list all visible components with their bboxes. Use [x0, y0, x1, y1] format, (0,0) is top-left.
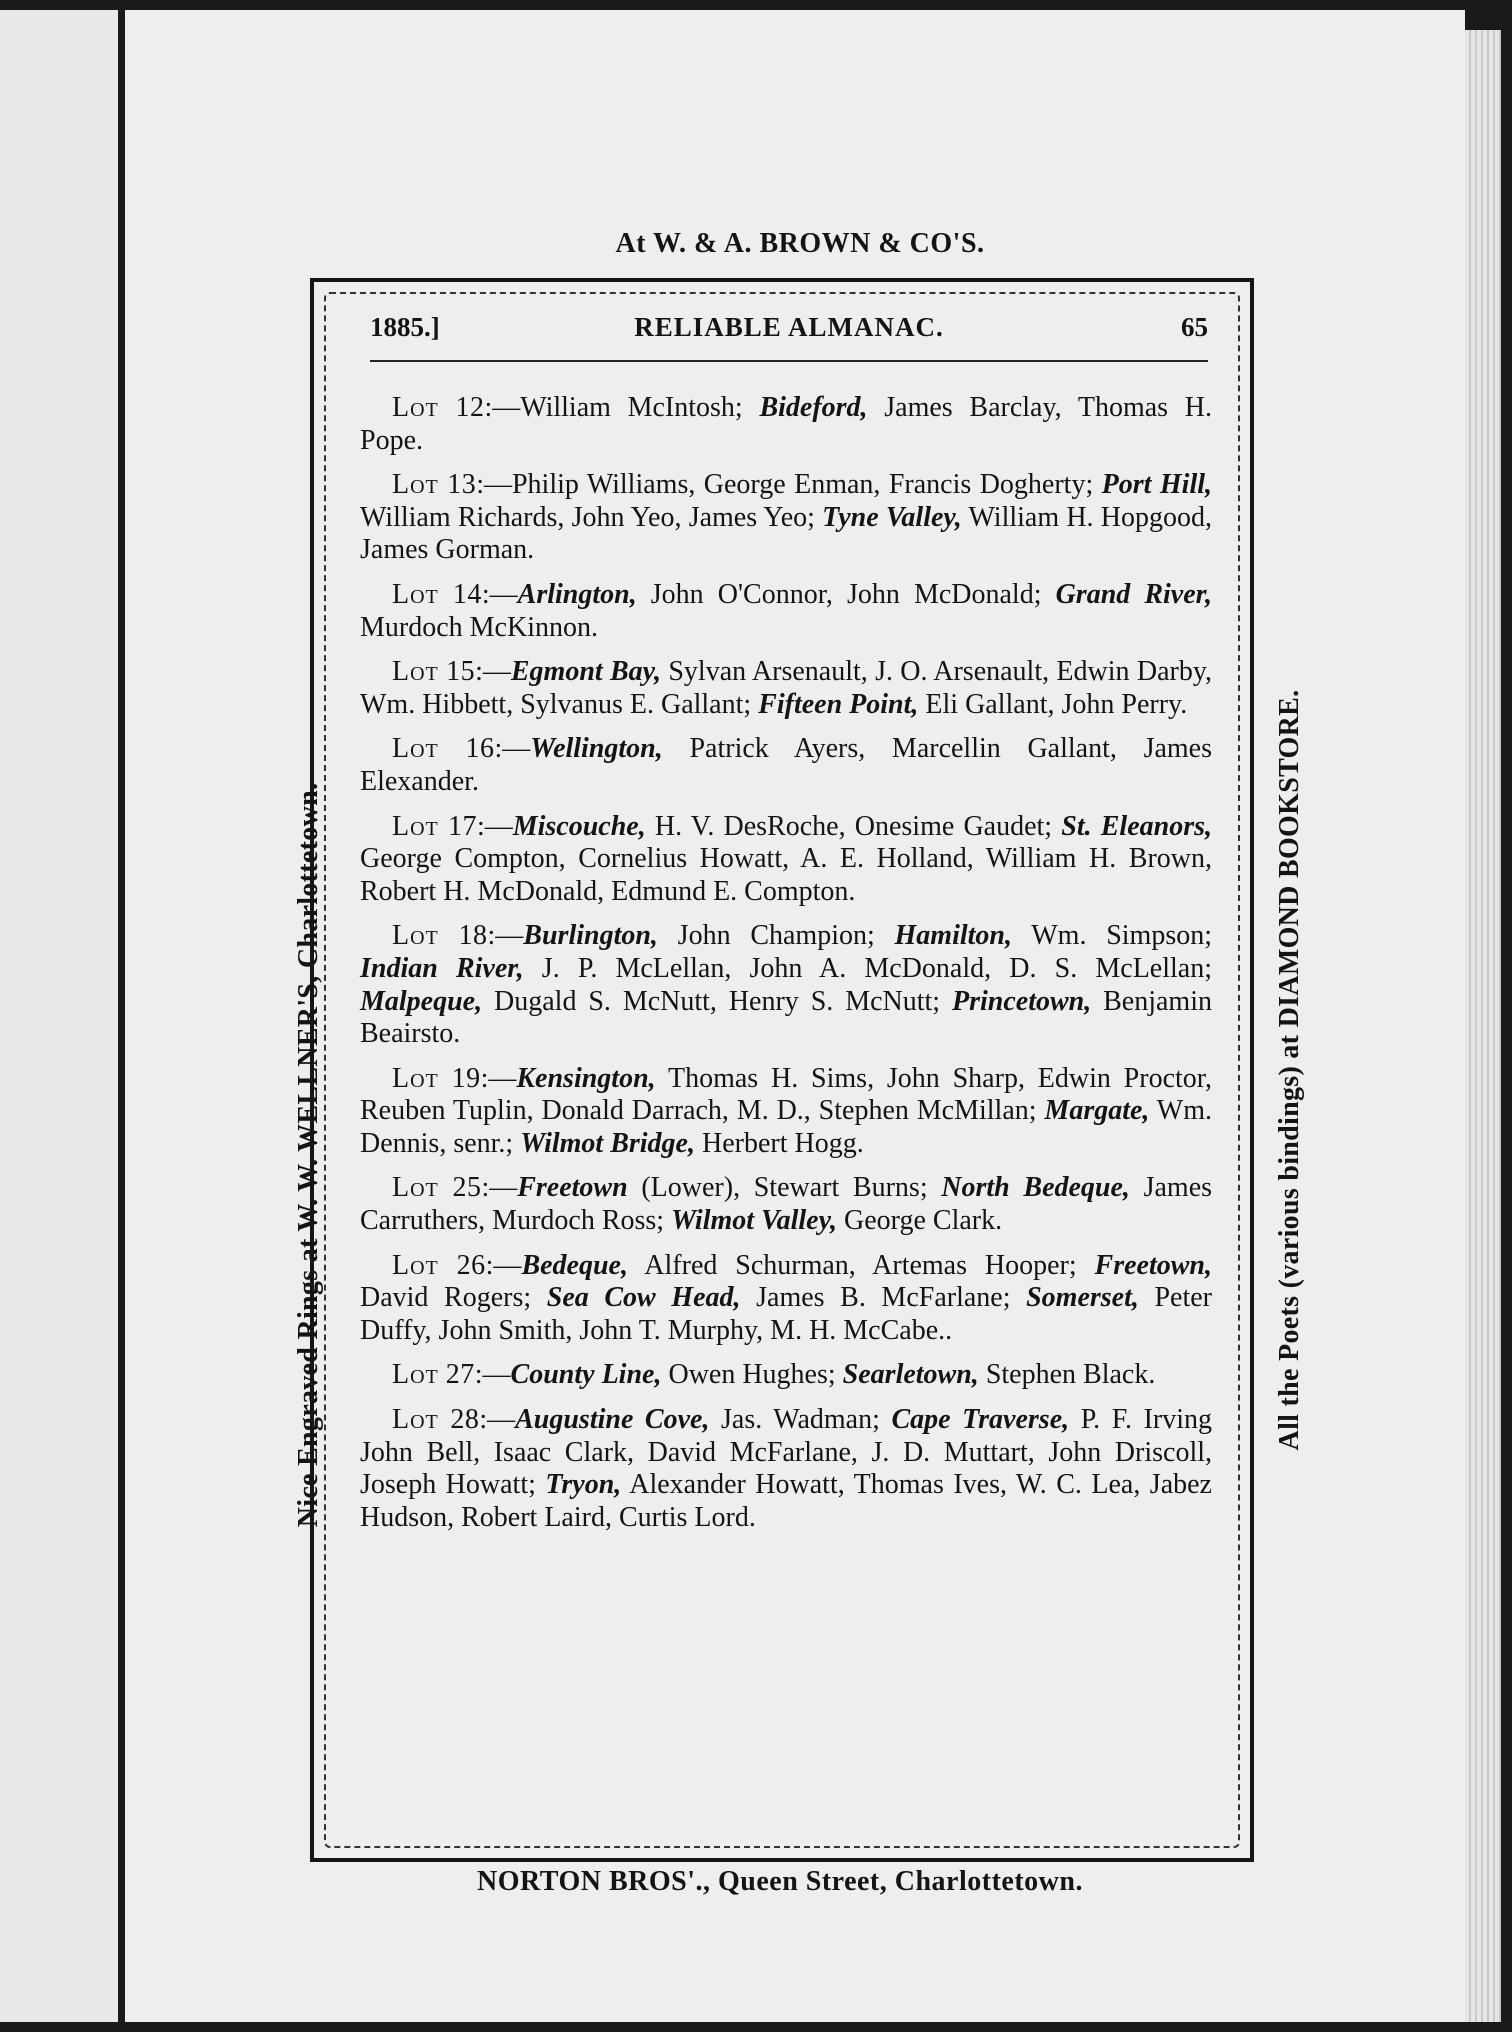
place-name: Kensington,: [516, 1062, 656, 1094]
resident-names: James B. McFarlane;: [740, 1282, 1027, 1314]
lot-number: 19: [451, 1062, 481, 1094]
place-name: Freetown,: [1094, 1249, 1213, 1281]
header-year: 1885.]: [370, 312, 440, 342]
lot-label: Lot: [392, 1404, 439, 1436]
place-name: Indian River,: [360, 952, 524, 984]
lot-label: Lot: [392, 1172, 439, 1204]
lot-number: 25: [452, 1172, 482, 1204]
resident-names: :—: [487, 920, 524, 952]
lot-label: Lot: [392, 1249, 439, 1281]
place-name: Wilmot Bridge,: [520, 1127, 695, 1159]
resident-names: George Clark.: [837, 1205, 1003, 1237]
lot-label: Lot: [392, 733, 439, 765]
resident-names: Herbert Hogg.: [694, 1127, 864, 1159]
lot-entry: [360, 1404, 1212, 1534]
lot-entry: [360, 579, 1212, 644]
lot-label: Lot: [392, 1062, 439, 1094]
resident-names: (Lower), Stewart Burns;: [627, 1172, 942, 1204]
resident-names: Eli Gallant, John Perry.: [918, 688, 1188, 720]
lot-label: Lot: [392, 810, 439, 842]
lot-number: 17: [447, 810, 477, 842]
resident-names: Dugald S. McNutt, Henry S. McNutt;: [482, 985, 952, 1017]
resident-names: J. P. McLellan, John A. McDonald, D. S. McLellan;: [523, 952, 1212, 984]
resident-names: George Compton, Cornelius Howatt, A. E. Holland, William H. Brown, Robert H. McDonald, Edmund E. Compton.: [360, 843, 1212, 907]
resident-names: :—: [485, 1249, 522, 1281]
resident-names: John Champion;: [657, 920, 895, 952]
previous-page-edge: [0, 10, 118, 2022]
resident-names: Murdoch McKinnon.: [360, 611, 598, 643]
page-stack-edge: [1465, 30, 1501, 2022]
resident-names: :—William McIntosh;: [484, 392, 760, 423]
place-name: Hamilton,: [894, 920, 1012, 952]
resident-names: James Carruthers, Murdoch Ross;: [360, 1172, 1213, 1237]
lot-label: Lot: [392, 392, 439, 423]
page-number: 65: [1181, 312, 1208, 342]
place-name: Freetown: [517, 1172, 628, 1204]
place-name: Bideford,: [759, 392, 868, 423]
lot-entry: [360, 392, 1212, 457]
lot-number: 12: [455, 392, 485, 423]
lot-label: Lot: [392, 1359, 439, 1391]
place-name: St. Eleanors,: [1061, 810, 1213, 842]
lot-entry: [360, 920, 1212, 1050]
resident-names: :—: [481, 1172, 518, 1204]
resident-names: :—: [479, 1404, 516, 1436]
lot-number: 13: [447, 469, 477, 501]
resident-names: Peter Duffy, John Smith, John T. Murphy, M. H. McCabe..: [360, 1282, 1213, 1346]
place-name: Arlington,: [517, 578, 637, 610]
place-name: Port Hill,: [1101, 469, 1212, 501]
place-name: Bedeque,: [521, 1249, 628, 1281]
resident-names: :—: [494, 733, 531, 765]
bottom-advertisement: NORTON BROS'., Queen Street, Charlottetown.: [477, 1866, 1083, 1897]
resident-names: :—: [474, 1359, 511, 1391]
lot-entry: [360, 656, 1212, 721]
lot-number: 28: [450, 1404, 480, 1436]
resident-names: :—: [481, 578, 518, 610]
lot-entry: [360, 1063, 1212, 1161]
place-name: Tyne Valley,: [822, 501, 962, 533]
resident-names: P. F. Irving John Bell, Isaac Clark, David McFarlane, J. D. Muttart, John Driscoll, Joseph Howatt;: [360, 1404, 1213, 1501]
resident-names: :—: [480, 1062, 517, 1094]
resident-names: Alfred Schurman, Artemas Hooper;: [627, 1249, 1095, 1281]
resident-names: Wm. Simpson;: [1012, 920, 1213, 952]
lot-entry: [360, 469, 1212, 567]
place-name: Burlington,: [523, 920, 658, 952]
place-name: Egmont Bay,: [510, 656, 662, 688]
resident-names: David Rogers;: [360, 1282, 547, 1314]
lot-number: 27: [445, 1359, 475, 1391]
place-name: Princetown,: [951, 985, 1092, 1017]
resident-names: Owen Hughes;: [661, 1359, 843, 1391]
page-header: [370, 306, 1208, 346]
top-advertisement: At W. & A. BROWN & CO'S.: [615, 228, 985, 259]
resident-names: Jas. Wadman;: [709, 1404, 892, 1436]
resident-names: Wm. Dennis, senr.;: [360, 1095, 1213, 1159]
resident-names: :—: [475, 656, 511, 688]
resident-names: :—: [476, 810, 513, 842]
left-side-advertisement-text: Nice Engraved Rings at W. W. WELLNER'S, Charlottetown.: [293, 782, 324, 1528]
resident-names: William H. Hopgood, James Gorman.: [360, 501, 1212, 566]
resident-names: Thomas H. Sims, John Sharp, Edwin Proctor, Reuben Tuplin, Donald Darrach, M. D., Stephen McMillan;: [360, 1062, 1212, 1127]
lot-number: 14: [452, 578, 482, 610]
header-rule: [370, 360, 1208, 362]
place-name: Augustine Cove,: [515, 1404, 710, 1436]
resident-names: James Barclay, Thomas H. Pope.: [360, 392, 1213, 456]
resident-names: William Richards, John Yeo, James Yeo;: [360, 501, 823, 533]
lot-label: Lot: [392, 656, 439, 688]
place-name: Wilmot Valley,: [671, 1205, 837, 1237]
lot-number: 18: [458, 920, 488, 952]
resident-names: Patrick Ayers, Marcellin Gallant, James Elexander.: [360, 733, 1213, 797]
place-name: Sea Cow Head,: [546, 1282, 741, 1314]
lot-label: Lot: [392, 469, 439, 501]
place-name: Somerset,: [1026, 1282, 1139, 1314]
lot-entry: [360, 1250, 1212, 1348]
place-name: Miscouche,: [512, 810, 646, 842]
lot-entry: [360, 1172, 1212, 1237]
place-name: North Bedeque,: [941, 1172, 1130, 1204]
resident-names: :—Philip Williams, George Enman, Francis Dogherty;: [476, 469, 1102, 501]
lot-label: Lot: [392, 920, 439, 952]
resident-names: Stephen Black.: [978, 1359, 1156, 1391]
place-name: Cape Traverse,: [891, 1404, 1070, 1436]
place-name: Margate,: [1044, 1095, 1150, 1127]
place-name: Tryon,: [545, 1469, 622, 1501]
ornamental-border-frame: [310, 278, 1254, 1862]
header-title: RELIABLE ALMANAC.: [634, 312, 944, 342]
place-name: County Line,: [510, 1359, 662, 1391]
right-side-advertisement-text: All the Poets (various bindings) at DIAMOND BOOKSTORE.: [1274, 689, 1305, 1451]
place-name: Grand River,: [1055, 578, 1213, 610]
lot-entry: [360, 811, 1212, 909]
lot-number: 15: [446, 656, 476, 688]
place-name: Malpeque,: [360, 985, 483, 1017]
lot-entry: [360, 1359, 1212, 1392]
resident-names: Sylvan Arsenault, J. O. Arsenault, Edwin Darby, Wm. Hibbett, Sylvanus E. Gallant;: [360, 656, 1212, 720]
resident-names: Benjamin Beairsto.: [360, 985, 1212, 1050]
resident-names: Alexander Howatt, Thomas Ives, W. C. Lea, Jabez Hudson, Robert Laird, Curtis Lord.: [360, 1469, 1212, 1533]
place-name: Searletown,: [842, 1359, 979, 1391]
resident-names: John O'Connor, John McDonald;: [636, 578, 1056, 610]
lot-entry: [360, 733, 1212, 798]
lot-number: 26: [456, 1249, 486, 1281]
lot-listings: [360, 392, 1212, 1546]
lot-label: Lot: [392, 578, 439, 610]
resident-names: H. V. DesRoche, Onesime Gaudet;: [645, 810, 1062, 842]
place-name: Fifteen Point,: [758, 688, 919, 720]
lot-number: 16: [465, 733, 495, 765]
place-name: Wellington,: [530, 733, 663, 765]
